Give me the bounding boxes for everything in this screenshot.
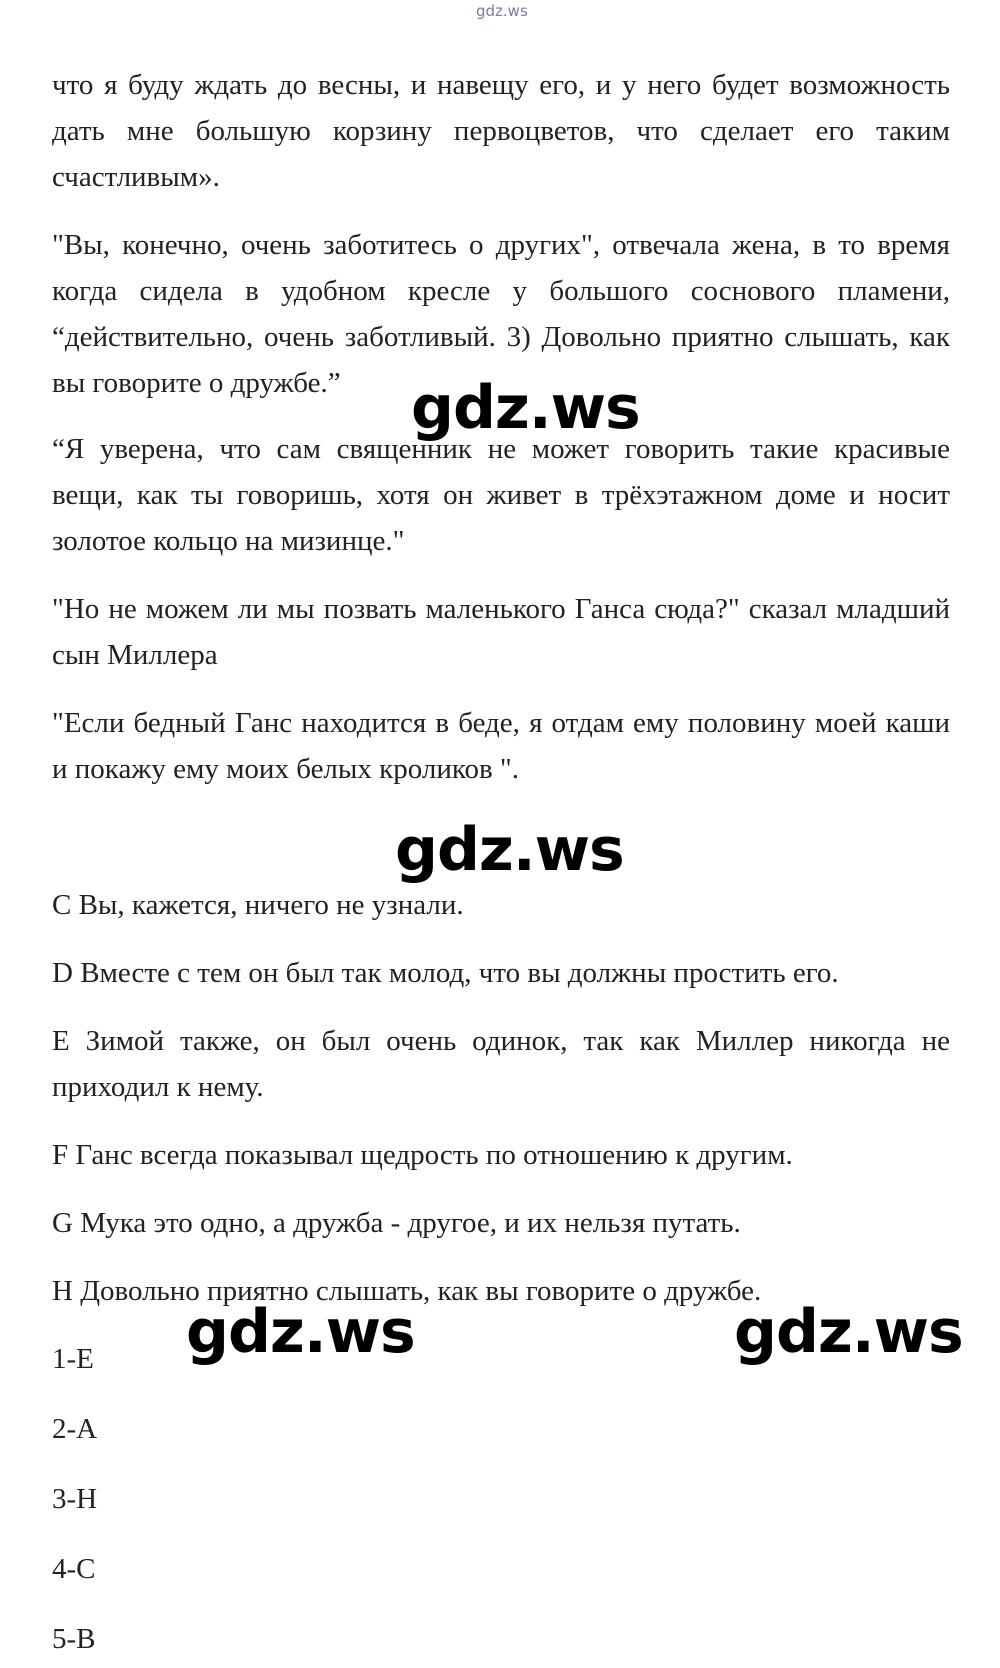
option-c: C Вы, кажется, ничего не узнали. — [52, 889, 464, 921]
option-e: E Зимой также, он был очень одинок, так как Миллер никогда не приходил к нему. — [52, 1025, 950, 1103]
option-g: G Мука это одно, а дружба - другое, и их нельзя путать. — [52, 1207, 741, 1239]
watermark-mid-1: gdz.ws — [411, 373, 640, 443]
answer-3: 3-H — [52, 1483, 98, 1515]
answer-5: 5-B — [52, 1623, 96, 1655]
paragraph-3: “Я уверена, что сам священник не может говорить такие красивые вещи, как ты говоришь, хотя он живет в трёхэтажном доме и носит золотое кольцо на мизинце." — [52, 433, 950, 557]
paragraph-2: "Вы, конечно, очень заботитесь о других", отвечала жена, в то время когда сидела в удобном кресле у большого соснового пламени, “действительно, очень заботливый. 3) Довольно приятно слышать, как вы говорите о дружбе.” — [52, 229, 950, 399]
answer-1: 1-E — [52, 1343, 94, 1375]
watermark-top: gdz.ws — [476, 2, 528, 20]
option-h: H Довольно приятно слышать, как вы говорите о дружбе. — [52, 1275, 762, 1307]
paragraph-1: что я буду ждать до весны, и навещу его, и у него будет возможность дать мне большую корзину первоцветов, что сделает его таким счастливым». — [52, 69, 950, 193]
paragraph-5: "Если бедный Ганс находится в беде, я отдам ему половину моей каши и покажу ему моих белых кроликов ". — [52, 707, 950, 785]
watermark-bottom-right: gdz.ws — [734, 1297, 963, 1367]
watermark-bottom-left: gdz.ws — [186, 1297, 415, 1367]
watermark-mid-2: gdz.ws — [395, 815, 624, 885]
option-d: D Вместе с тем он был так молод, что вы должны простить его. — [52, 957, 839, 989]
answer-2: 2-A — [52, 1413, 98, 1445]
paragraph-4: "Но не можем ли мы позвать маленького Ганса сюда?" сказал младший сын Миллера — [52, 593, 950, 671]
option-f: F Ганс всегда показывал щедрость по отношению к другим. — [52, 1139, 793, 1171]
answer-4: 4-C — [52, 1553, 96, 1585]
